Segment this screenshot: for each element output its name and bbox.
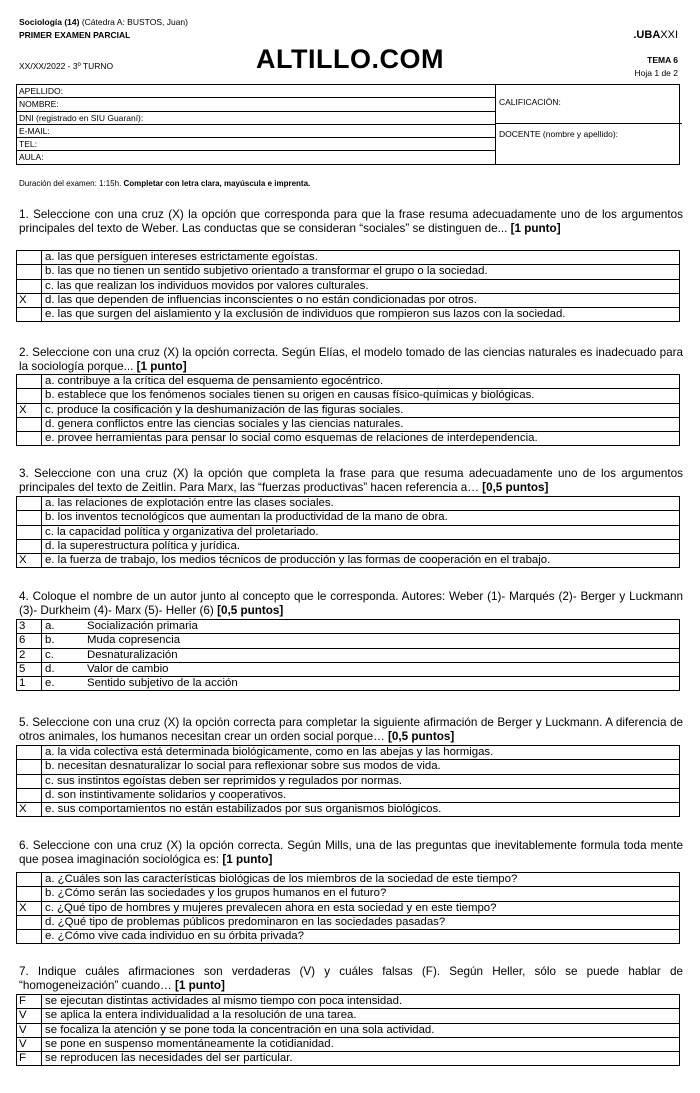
option-text	[42, 620, 680, 634]
option-text: d. genera conflictos entre las ciencias sociales y las ciencias naturales.	[42, 417, 680, 431]
option-text: se aplica la entera individualidad a la resolución de una tarea.	[42, 1009, 680, 1023]
option-row	[17, 497, 680, 511]
uba-xxi-logo	[633, 29, 678, 41]
answer-mark-cell[interactable]	[17, 774, 42, 788]
answer-mark-cell[interactable]: X	[17, 403, 42, 417]
option-concept: Sentido subjetivo de la acción	[87, 677, 238, 690]
option-text: a. ¿Cuáles son las características biológicas de los miembros de la sociedad de este tiempo?	[42, 873, 680, 887]
question-4-options	[16, 619, 680, 691]
option-row	[17, 417, 680, 431]
option-text	[42, 648, 680, 662]
grading-box	[495, 85, 682, 164]
answer-mark-cell[interactable]	[17, 915, 42, 929]
question-prompt: 7. Indique cuáles afirmaciones son verdaderas (V) y cuáles falsas (F). Según Heller, sólo se puede hablar de “homogeneización” cuando…	[19, 965, 683, 993]
answer-mark-cell[interactable]	[17, 432, 42, 446]
option-row	[17, 525, 680, 539]
field-nombre[interactable]: NOMBRE:	[17, 98, 495, 111]
question-points: [0,5 puntos]	[388, 730, 455, 744]
option-text: se pone en suspenso momentáneamente la cotidianidad.	[42, 1037, 680, 1051]
question-3-text	[19, 467, 683, 495]
exam-instructions	[19, 179, 310, 188]
option-row	[17, 251, 680, 265]
answer-mark-cell[interactable]: 6	[17, 634, 42, 648]
field-dni[interactable]: DNI (registrado en SIU Guaraní):	[17, 112, 495, 125]
option-row	[17, 915, 680, 929]
subject-line	[19, 17, 188, 27]
field-email[interactable]: E-MAIL:	[17, 125, 495, 138]
option-text: d. las que dependen de influencias inconscientes o no están condicionadas por otros.	[42, 293, 680, 307]
id-fields	[17, 85, 495, 165]
option-row	[17, 1037, 680, 1051]
option-text: e. provee herramientas para pensar lo social como esquemas de relaciones de interdependencia.	[42, 432, 680, 446]
answer-mark-cell[interactable]: V	[17, 1023, 42, 1037]
option-row	[17, 746, 680, 760]
answer-mark-cell[interactable]	[17, 760, 42, 774]
question-prompt: 1. Seleccione con una cruz (X) la opción que corresponda para que la frase resuma adecuadamente uno de los argumentos principales del texto de Weber. Las conductas que se consideran “sociales” se distinguen de...	[19, 208, 683, 236]
question-6-text	[19, 839, 683, 867]
option-text: d. ¿Qué tipo de problemas públicos predominaron en las sociedades pasadas?	[42, 915, 680, 929]
answer-mark-cell[interactable]: F	[17, 995, 42, 1009]
option-row	[17, 1009, 680, 1023]
answer-mark-cell[interactable]	[17, 389, 42, 403]
answer-mark-cell[interactable]	[17, 788, 42, 802]
page-count: Hoja 1 de 2	[634, 68, 678, 78]
uba-text: .UBA	[633, 29, 661, 41]
answer-mark-cell[interactable]: 2	[17, 648, 42, 662]
field-tel[interactable]: TEL:	[17, 138, 495, 151]
question-points: [1 punto]	[136, 360, 187, 374]
option-concept: Socialización primaria	[87, 620, 198, 633]
option-row	[17, 293, 680, 307]
answer-mark-cell[interactable]: X	[17, 293, 42, 307]
option-text	[42, 677, 680, 691]
option-row	[17, 265, 680, 279]
option-row	[17, 539, 680, 553]
option-text: a. contribuye a la crítica del esquema de pensamiento egocéntrico.	[42, 375, 680, 389]
answer-mark-cell[interactable]: F	[17, 1052, 42, 1066]
option-text: a. la vida colectiva está determinada biológicamente, como en las abejas y las hormigas.	[42, 746, 680, 760]
answer-mark-cell[interactable]	[17, 417, 42, 431]
answer-mark-cell[interactable]	[17, 279, 42, 293]
answer-mark-cell[interactable]: V	[17, 1009, 42, 1023]
question-prompt: 3. Seleccione con una cruz (X) la opción que completa la frase para que resuma adecuadamente uno de los argumentos principales del texto de Zeitlin. Para Marx, las “fuerzas productivas” hacen referencia a…	[19, 467, 683, 495]
answer-mark-cell[interactable]	[17, 539, 42, 553]
option-letter: d.	[45, 663, 55, 676]
instructions-bold: Completar con letra clara, mayúscula e imprenta.	[123, 179, 311, 188]
option-row	[17, 1023, 680, 1037]
question-points: [1 punto]	[174, 979, 225, 993]
question-1-options	[16, 250, 680, 322]
option-text: d. son instintivamente solidarios y cooperativos.	[42, 788, 680, 802]
option-text: a. las relaciones de explotación entre las clases sociales.	[42, 497, 680, 511]
answer-mark-cell[interactable]: 1	[17, 677, 42, 691]
option-text: e. las que surgen del aislamiento y la exclusión de individuos que rompieron sus lazos con la sociedad.	[42, 308, 680, 322]
answer-mark-cell[interactable]	[17, 930, 42, 944]
subject-chair: (Cátedra A: BUSTOS, Juan)	[79, 17, 188, 27]
exam-date: XX/XX/2022 - 3º TURNO	[19, 61, 114, 71]
option-text: c. las que realizan los individuos movidos por valores culturales.	[42, 279, 680, 293]
option-text: b. las que no tienen un sentido subjetivo orientado a transformar el grupo o la sociedad.	[42, 265, 680, 279]
option-text: e. la fuerza de trabajo, los medios técnicos de producción y las formas de cooperación en el trabajo.	[42, 554, 680, 568]
tema-label: TEMA 6	[647, 55, 678, 65]
option-row	[17, 774, 680, 788]
option-row	[17, 620, 680, 634]
option-row	[17, 375, 680, 389]
subject-name: Sociología (14)	[19, 17, 80, 27]
answer-mark-cell[interactable]: X	[17, 803, 42, 817]
field-aula[interactable]: AULA:	[19, 152, 44, 163]
xxi-text: XXI	[660, 29, 678, 41]
field-calificacion[interactable]: CALIFICACIÓN:	[496, 85, 682, 124]
option-row	[17, 1052, 680, 1066]
option-concept: Valor de cambio	[87, 663, 169, 676]
field-docente[interactable]: DOCENTE (nombre y apellido):	[499, 129, 619, 139]
question-5-text	[19, 716, 683, 744]
option-row	[17, 554, 680, 568]
question-prompt: 6. Seleccione con una cruz (X) la opción correcta. Según Mills, una de las preguntas que inevitablemente formula toda mente que posea imaginación sociológica es:	[19, 839, 683, 867]
student-id-form	[16, 84, 680, 165]
option-row	[17, 432, 680, 446]
option-row	[17, 634, 680, 648]
option-row	[17, 403, 680, 417]
option-text: b. los inventos tecnológicos que aumentan la productividad de la mano de obra.	[42, 511, 680, 525]
option-letter: b.	[45, 634, 55, 647]
answer-mark-cell[interactable]	[17, 887, 42, 901]
question-1-text	[19, 208, 683, 236]
option-text: se focaliza la atención y se pone toda la concentración en una sola actividad.	[42, 1023, 680, 1037]
answer-mark-cell[interactable]	[17, 265, 42, 279]
question-2-text	[19, 346, 683, 374]
answer-mark-cell[interactable]	[17, 873, 42, 887]
option-letter: c.	[45, 648, 54, 661]
answer-mark-cell[interactable]: 3	[17, 620, 42, 634]
question-points: [1 punto]	[510, 222, 561, 236]
option-row	[17, 873, 680, 887]
question-6-options	[16, 872, 680, 944]
option-row	[17, 760, 680, 774]
option-row	[17, 308, 680, 322]
answer-mark-cell[interactable]	[17, 746, 42, 760]
question-prompt: 5. Seleccione con una cruz (X) la opción correcta para completar la siguiente afirmación de Berger y Luckmann. A diferencia de otros animales, los humanos necesitan crear un orden social porque…	[19, 716, 683, 744]
option-row	[17, 279, 680, 293]
question-7-options	[16, 994, 680, 1066]
option-row	[17, 662, 680, 676]
answer-mark-cell[interactable]	[17, 525, 42, 539]
option-row	[17, 788, 680, 802]
option-row	[17, 803, 680, 817]
option-text: b. establece que los fenómenos sociales tienen su origen en causas físico-químicas y biológicas.	[42, 389, 680, 403]
option-row	[17, 648, 680, 662]
option-text: c. sus instintos egoístas deben ser reprimidos y regulados por normas.	[42, 774, 680, 788]
question-prompt: 2. Seleccione con una cruz (X) la opción correcta. Según Elías, el modelo tomado de las ciencias naturales es inadecuado para la sociología porque...	[19, 346, 683, 374]
option-text: c. ¿Qué tipo de hombres y mujeres prevalecen ahora en esta sociedad y en este tiempo?	[42, 901, 680, 915]
question-points: [0,5 puntos]	[482, 481, 549, 495]
option-text: a. las que persiguen intereses estrictamente egoístas.	[42, 251, 680, 265]
answer-mark-cell[interactable]: X	[17, 554, 42, 568]
option-text: se reproducen las necesidades del ser particular.	[42, 1052, 680, 1066]
option-concept: Muda copresencia	[87, 634, 181, 647]
question-5-options	[16, 745, 680, 817]
option-text	[42, 662, 680, 676]
question-points: [1 punto]	[222, 853, 273, 867]
option-text: c. produce la cosificación y la deshumanización de las figuras sociales.	[42, 403, 680, 417]
answer-mark-cell[interactable]	[17, 251, 42, 265]
option-row	[17, 511, 680, 525]
option-letter: a.	[45, 620, 55, 633]
option-row	[17, 901, 680, 915]
answer-mark-cell[interactable]: X	[17, 901, 42, 915]
option-row	[17, 677, 680, 691]
answer-mark-cell[interactable]	[17, 375, 42, 389]
option-row	[17, 887, 680, 901]
question-4-text	[19, 590, 683, 618]
option-concept: Desnaturalización	[87, 648, 178, 661]
option-row	[17, 995, 680, 1009]
exam-title: PRIMER EXAMEN PARCIAL	[19, 30, 131, 40]
altillo-logo: ALTILLO.COM	[256, 44, 444, 74]
option-row	[17, 930, 680, 944]
question-points: [0,5 puntos]	[217, 604, 284, 618]
answer-mark-cell[interactable]	[17, 497, 42, 511]
question-3-options	[16, 496, 680, 568]
option-text: b. ¿Cómo serán las sociedades y los grupos humanos en el futuro?	[42, 887, 680, 901]
option-text	[42, 634, 680, 648]
option-row	[17, 389, 680, 403]
answer-mark-cell[interactable]: V	[17, 1037, 42, 1051]
option-text: e. sus comportamientos no están estabilizados por sus organismos biológicos.	[42, 803, 680, 817]
option-text: d. la superestructura política y jurídica.	[42, 539, 680, 553]
option-letter: e.	[45, 677, 55, 690]
answer-mark-cell[interactable]: 5	[17, 662, 42, 676]
option-text: se ejecutan distintas actividades al mismo tiempo con poca intensidad.	[42, 995, 680, 1009]
duration-text: Duración del examen: 1:15h.	[19, 179, 124, 188]
answer-mark-cell[interactable]	[17, 511, 42, 525]
answer-mark-cell[interactable]	[17, 308, 42, 322]
option-text: b. necesitan desnaturalizar lo social para reflexionar sobre sus modos de vida.	[42, 760, 680, 774]
option-text: e. ¿Cómo vive cada individuo en su órbita privada?	[42, 930, 680, 944]
field-apellido[interactable]: APELLIDO:	[17, 85, 495, 98]
question-7-text	[19, 965, 683, 993]
option-text: c. la capacidad política y organizativa del proletariado.	[42, 525, 680, 539]
question-2-options	[16, 374, 680, 446]
question-prompt: 4. Coloque el nombre de un autor junto al concepto que le corresponda. Autores: Weber (1)- Marqués (2)- Berger y Luckmann (3)- Durkheim (4)- Marx (5)- Heller (6)	[19, 590, 683, 618]
